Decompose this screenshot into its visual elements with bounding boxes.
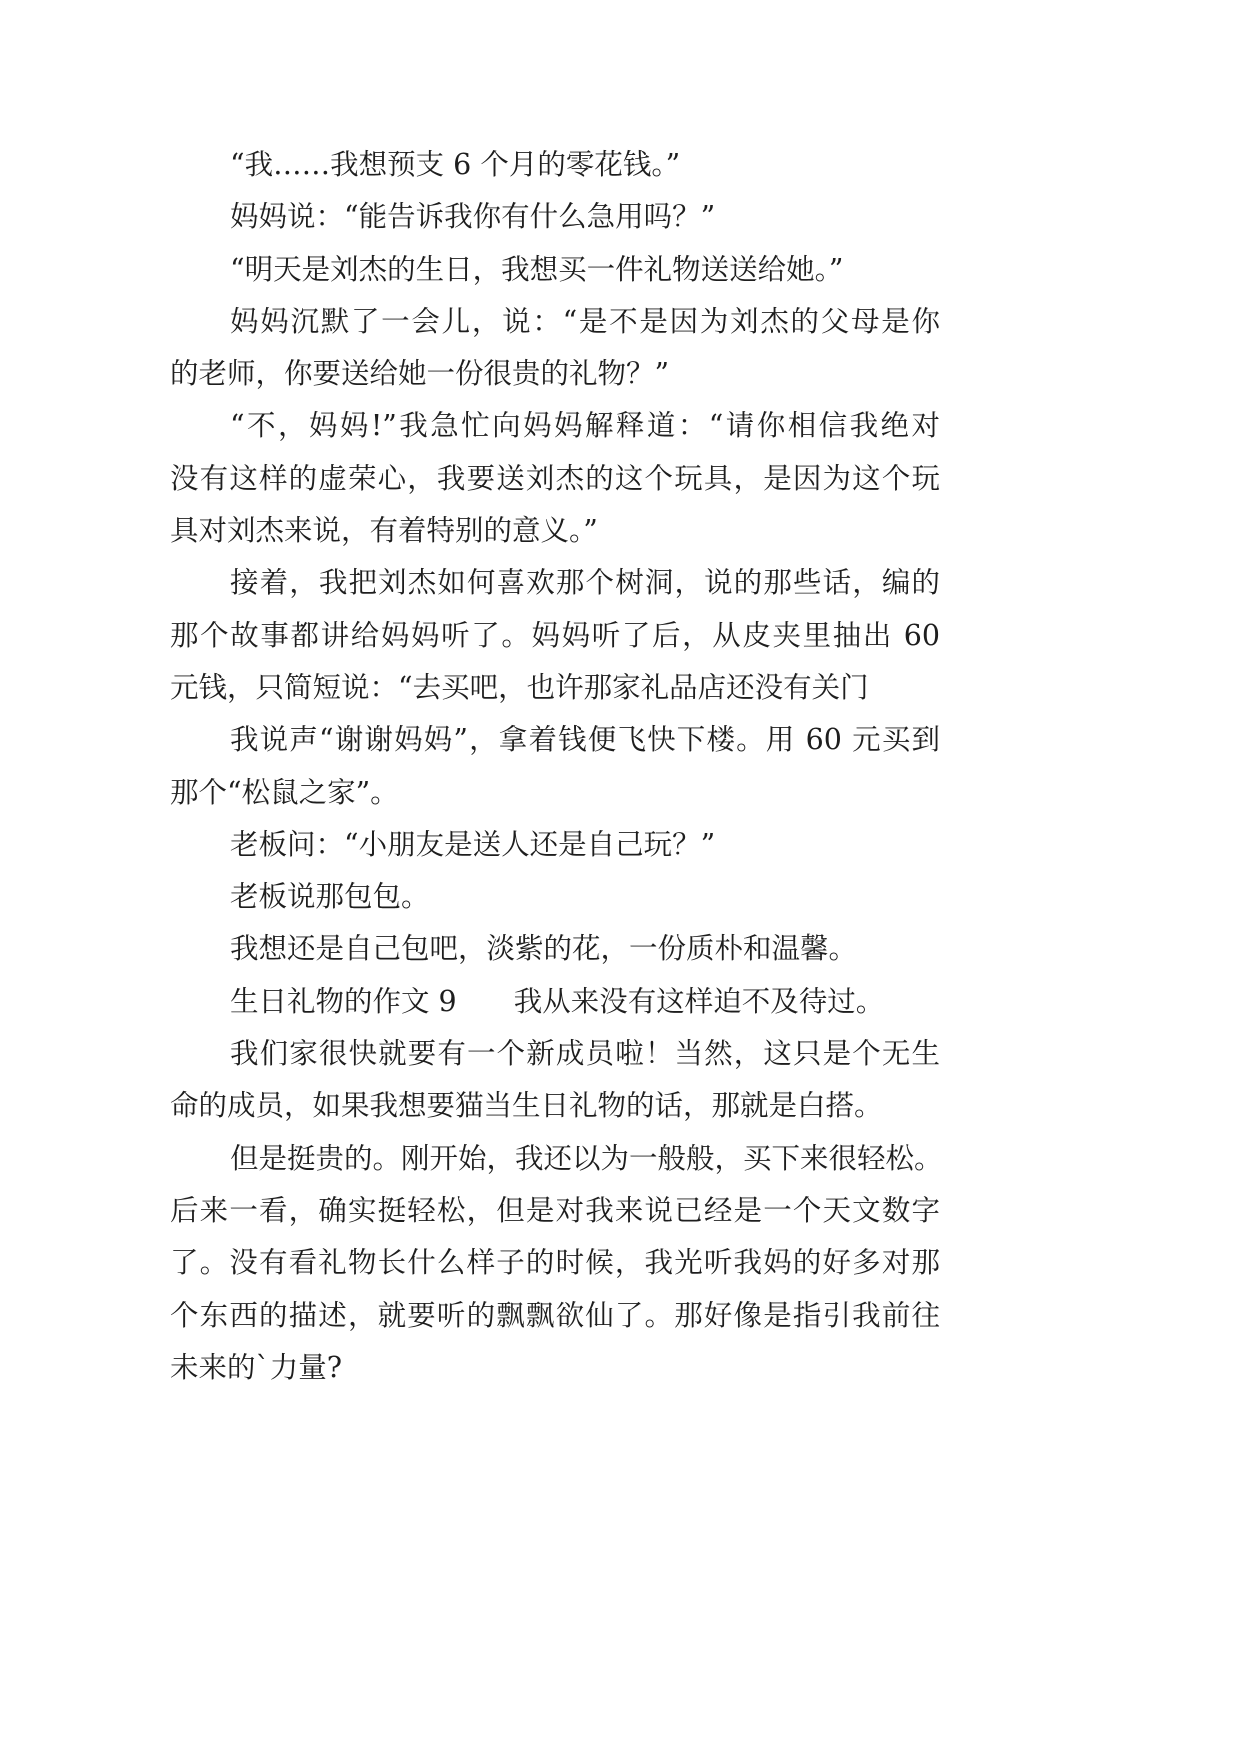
paragraph (170, 714, 940, 819)
paragraph (170, 296, 940, 401)
text-line: 生日礼物的作文 9 我从来没有这样迫不及待过。 (230, 984, 885, 1018)
text-line: 妈妈沉默了一会儿，说：“是不是因为刘杰的父母是你 (230, 304, 940, 338)
text-line: 未来的`力量? (170, 1350, 343, 1384)
paragraph (170, 244, 940, 296)
text-line: 老板说那包包。 (230, 880, 430, 914)
text-line: 那个故事都讲给妈妈听了。妈妈听了后，从皮夹里抽出 60 (170, 618, 940, 652)
paragraph (170, 400, 940, 557)
text-line: 妈妈说：“能告诉我你有什么急用吗？” (230, 200, 716, 234)
paragraph (170, 139, 940, 191)
paragraph (170, 557, 940, 714)
text-line: 我说声“谢谢妈妈”，拿着钱便飞快下楼。用 60 元买到 (230, 723, 940, 757)
text-line: “我……我想预支 6 个月的零花钱。” (230, 148, 681, 181)
text-line: 没有这样的虚荣心，我要送刘杰的这个玩具，是因为这个玩 (170, 461, 940, 495)
text-line: 那个“松鼠之家”。 (170, 775, 399, 809)
paragraph (170, 191, 940, 243)
paragraph (170, 923, 940, 975)
paragraph (170, 1028, 940, 1133)
paragraph (170, 976, 940, 1028)
text-line: 我们家很快就要有一个新成员啦！当然，这只是个无生 (230, 1037, 940, 1071)
text-line: 具对刘杰来说，有着特别的意义。” (170, 514, 598, 548)
text-line: 老板问：“小朋友是送人还是自己玩？” (230, 827, 716, 861)
text-line: 但是挺贵的。刚开始，我还以为一般般，买下来很轻松。 (230, 1141, 943, 1175)
text-line: 我想还是自己包吧，淡紫的花，一份质朴和温馨。 (230, 932, 858, 966)
text-line: 了。没有看礼物长什么样子的时候，我光听我妈的好多对那 (170, 1246, 940, 1280)
text-line: 个东西的描述，就要听的飘飘欲仙了。那好像是指引我前往 (170, 1298, 940, 1332)
paragraph (170, 1133, 943, 1394)
paragraph (170, 819, 940, 871)
text-line: 后来一看，确实挺轻松，但是对我来说已经是一个天文数字 (170, 1193, 940, 1227)
paragraph (170, 871, 940, 923)
text-line: 命的成员，如果我想要猫当生日礼物的话，那就是白搭。 (170, 1089, 883, 1123)
text-line: “明天是刘杰的生日，我想买一件礼物送送给她。” (230, 252, 844, 286)
text-line: 接着，我把刘杰如何喜欢那个树洞，说的那些话，编的 (230, 566, 940, 600)
text-line: 元钱，只简短说：“去买吧，也许那家礼品店还没有关门 (170, 670, 869, 704)
text-line: “不，妈妈!”我急忙向妈妈解释道：“请你相信我绝对 (230, 409, 940, 443)
body-text (170, 139, 943, 1394)
text-line: 的老师，你要送给她一份很贵的礼物？” (170, 357, 670, 391)
